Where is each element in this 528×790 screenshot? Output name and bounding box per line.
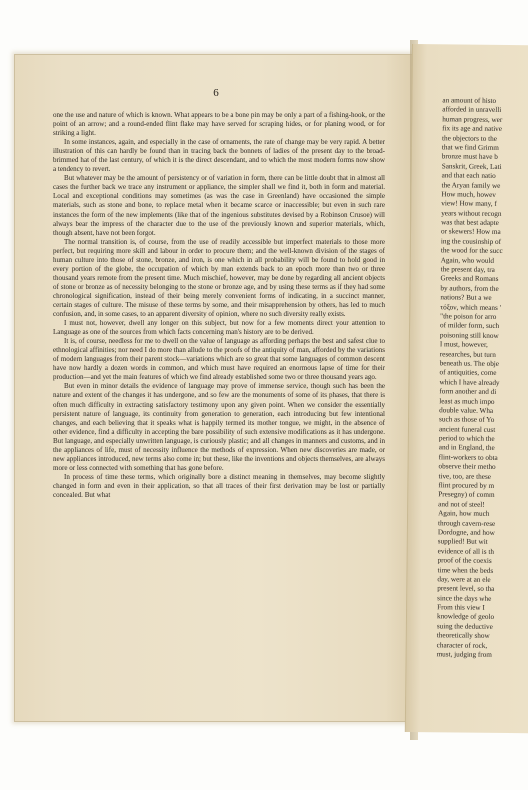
right-page-line: which I have already (439, 378, 500, 387)
right-page-line: researches, but turn (439, 349, 496, 359)
right-page-line: flint-workers to obta (438, 453, 498, 462)
right-page (405, 44, 528, 733)
right-page-line: observe their metho (438, 462, 496, 472)
right-page-line: afforded in unravelli (442, 105, 502, 115)
right-page-line: suing the deductive (436, 622, 493, 631)
paragraph: But whatever may be the amount of persistency or of variation in form, there can be little doubt that in almost all cases the further back we trace any instrument or appliance, the simpler shall we find it, both in form and material. Local and exceptional conditions may sometimes (as was the case in Greenland) have occasioned the simple materials, such as stone and bone, to replace metal when it became scarce or inaccessible; but even in such rare instances the form of the new implements (like that of the ingenious substitutes devised by a Robinson Crusoe) will always bear the impress of the character due to the use of the previously known and superior materials, which, though absent, have not been forgot. (53, 174, 385, 237)
right-page-line: the Aryan family we (441, 180, 501, 190)
right-page-line: least as much impo (439, 396, 495, 406)
right-page-line: present level, so tha (437, 584, 495, 594)
page-number: 6 (213, 87, 219, 99)
right-page-line: Presegny) of comm (438, 490, 495, 500)
paragraph: In some instances, again, and especially in the case of ornaments, the rate of change may be very rapid. A better illustration of this can hardly be found than in tracing back the bonnets of ladies of the present day to the broad-brimmed hat of the last century, of which it is the direct descendant, and to which the most modern forms now show a tendency to revert. (53, 138, 385, 174)
right-page-line: human progress, wer (442, 115, 503, 124)
right-page-line: and in England, the (438, 443, 495, 453)
right-page-line: that we find Grimm (441, 143, 499, 152)
paragraph: In process of time these terms, which originally bore a distinct meaning in themselves, may become slightly changed in form and even in their application, so that all traces of their first derivation may be lost or partially concealed. But what (53, 472, 385, 499)
right-page-line: proof of the coexis (437, 556, 492, 566)
right-page-line: period to which the (438, 434, 495, 443)
right-page-line: I must, however, (439, 340, 488, 349)
right-page-line: beneath us. The obje (439, 359, 500, 368)
right-page-line: "the poison for arro (440, 312, 497, 321)
right-page-line: supplied! But wit (437, 537, 488, 547)
paragraph: I must not, however, dwell any longer on this subject, but now for a few moments direct your attention to Language as one of the sources from which facts concerning man's history are to be derived. (53, 319, 385, 337)
right-page-line: the objectors to the (441, 133, 497, 143)
right-page-line: Dordogne, and how (437, 528, 495, 537)
right-page-line: ing the cousinship of (440, 237, 502, 246)
paragraph: But even in minor details the evidence of language may prove of immense service, though such has been the nature and extent of the changes it has undergone, and so few are the monuments of some of its phases, that there is often much difficulty in extracting satisfactory testimony upon any given point. When we consider the essentially persistent nature of language, its continuity from generation to generation, each introducing but few intentional changes, and each believing that it speaks what is happily termed its mother tongue, we might, in the absence of other evidence, find a difficulty in accepting the bare possibility of such extensive modifications as it has undergone. But language, and especially unwritten language, is curiously plastic; and all changes in manners and customs, and in the appliances of life, must of necessity influence the methods of expression. When new discoveries are made, or new appliances introduced, new terms also come in; but these, like the inventions and objects themselves, are always more or less connected with something that has gone before. (53, 382, 385, 472)
right-page-line: such as those of Yo (439, 415, 495, 425)
right-page-line: ancient funeral cust (438, 424, 496, 434)
right-page-line: knowledge of geolo (436, 612, 495, 622)
right-page-line: theoretically show (436, 631, 490, 641)
right-page-line: view! How many, f (441, 199, 497, 209)
right-page-line: poisoning still know (439, 331, 499, 340)
right-page-line: years without recogn (441, 209, 502, 218)
right-page-line: Again, who would (440, 255, 495, 265)
right-page-line: Sanskrit, Greek, Lati (441, 162, 502, 171)
right-page-line: through cavern-rese (437, 518, 496, 528)
right-page-line: character of rock, (436, 640, 488, 650)
right-page-line: form another and di (439, 387, 497, 397)
right-page-line: From this view I (437, 603, 485, 612)
right-page-line: time when the beds (437, 565, 494, 575)
right-page-line: How much, howev (441, 190, 496, 199)
paragraph: one the use and nature of which is known. What appears to be a bone pin may be only a part of a fishing-hook, or the point of an arrow; and a round-ended flint flake may have served for scraping hides, or for planing wood, or for striking a light. (53, 111, 385, 138)
right-page-line: tive, too, are these (438, 471, 492, 481)
right-page-line: an amount of histo (442, 96, 497, 105)
right-page-line: since the days whe (437, 593, 492, 603)
right-page-line: or skewers! How ma (440, 227, 501, 237)
right-page-line: must, judging from (436, 650, 492, 659)
left-page-text (53, 111, 385, 500)
right-page-line: Again, how much (438, 509, 490, 519)
right-page-line: evidence of all is th (437, 547, 495, 556)
right-page-line: Greeks and Romans (440, 274, 499, 284)
right-page-line: bronze must have b (441, 152, 498, 162)
right-page-line: τόξον, which means ' (440, 302, 501, 312)
right-page-line: and that each natio (441, 171, 496, 181)
right-page-line: the wood for the succ (440, 246, 503, 256)
right-page-line: nations? But a we (440, 293, 492, 303)
right-page-line: flint procured by m (438, 481, 495, 490)
right-page-line: was that best adapte (441, 218, 499, 227)
right-page-line: of milder form, such (440, 321, 500, 331)
right-page-line: by authors, from the (440, 284, 499, 293)
left-page (14, 54, 418, 722)
right-page-line: the present day, tra (440, 265, 495, 274)
paragraph: It is, of course, needless for me to dwell on the value of language as affording perhaps the best and safest clue to ethnological affinities; nor need I do more than allude to the proofs of the antiquity of man, afforded by the variations of modern languages from their parent stock—variations which are so great that some languages of common descent have now hardly a dozen words in common, and which must have required an enormous lapse of time for their production—and yet the main features of which we find already established some two or three thousand years ago. (53, 337, 385, 382)
paragraph: The normal transition is, of course, from the use of readily accessible but imperfect materials to those more perfect, but requiring more skill and labour in order to procure them; and the well-known division of the stages of human culture into those of stone, bronze, and iron, is one which in all probability will be found to hold good in every portion of the globe, the occupation of which by man extends back to an epoch more than two or three thousand years remote from the present time. Much mischief, however, may be done by regarding all ancient objects of stone or bronze as of necessity belonging to the stone or bronze age, and by using these terms as if they had some chronological signification, instead of their being merely convenient forms of indicating, in a succinct manner, certain stages of culture. The misuse of these terms by some, and their misapprehension by others, has led to much confusion, and, in some cases, to an apparent diversity of opinion, where no such diversity really exists. (53, 237, 385, 319)
right-page-line: of antiquities, come (439, 368, 497, 378)
right-page-line: and not of steel! (438, 500, 485, 509)
right-page-line: double value. Wha (439, 406, 494, 415)
right-page-text (437, 96, 528, 661)
right-page-line: day, were at an ele (437, 575, 491, 584)
right-page-line: fix its age and native (442, 124, 503, 134)
